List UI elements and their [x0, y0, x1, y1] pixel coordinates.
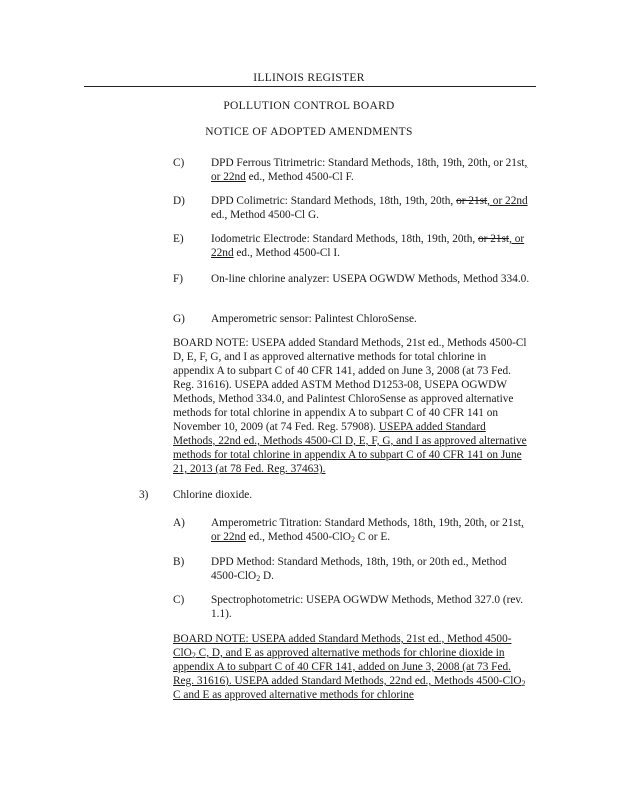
item-label: F): [173, 273, 184, 285]
item-label: A): [173, 517, 185, 529]
item-text: Amperometric Titration: Standard Methods, 18th, 19th, 20th, or 21st, or 22nd ed., Method 4500-ClO$_2$ C or E.: [211, 517, 524, 544]
section-number: 3): [139, 489, 149, 501]
header-rule: [84, 86, 536, 87]
item-text: Iodometric Electrode: Standard Methods, 18th, 19th, 20th, or 21st, or 22nd ed., Method 4500-Cl I.: [211, 233, 525, 259]
item-text: DPD Method: Standard Methods, 18th, 19th, or 20th ed., Method 4500-ClO$_2$ D.: [211, 556, 507, 583]
item-label: C): [173, 157, 185, 169]
item-label: C): [173, 594, 185, 606]
board-note-chlorine-dioxide: BOARD NOTE: USEPA added Standard Methods, 21st ed., Method 4500-ClO$_2$ C, D, and E as approved alternative methods for chlorine dioxide in appendix A to subpart C of 40 CFR 141, added on June 3, 2008 (at 73 Fed. Reg. 31616). USEPA added Standard Methods, 22nd ed., Methods 4500-ClO$_2$ C and E as approved alternative methods for chlorine: [173, 633, 526, 701]
item-text: DPD Colimetric: Standard Methods, 18th, 19th, 20th, or 21st, or 22nd ed., Method 4500-Cl G.: [211, 195, 528, 221]
item-label: D): [173, 195, 185, 207]
item-text: Amperometric sensor: Palintest ChloroSense.: [211, 313, 417, 325]
item-label: G): [173, 313, 185, 325]
board-title: POLLUTION CONTROL BOARD: [223, 100, 395, 112]
board-note-chlorine: BOARD NOTE: USEPA added Standard Methods, 21st ed., Methods 4500-Cl D, E, F, G, and I as approved alternative methods for total chlorine in appendix A to subpart C of 40 CFR 141, added on June 3, 2008 (at 73 Fed. Reg. 31616). USEPA added ASTM Method D1253-08, USEPA OGWDW Methods, Method 334.0, and Palintest ChloroSense as approved alternative methods for total chlorine in appendix A to subpart C of 40 CFR 141 on November 10, 2009 (at 74 Fed. Reg. 57908). USEPA added Standard Methods, 22nd ed., Methods 4500-Cl D, E, F, G, and I as approved alternative methods for total chlorine in appendix A to subpart C of 40 CFR 141 on June 21, 2013 (at 78 Fed. Reg. 37463).: [173, 337, 527, 475]
section-title: Chlorine dioxide.: [173, 489, 253, 501]
item-text: Spectrophotometric: USEPA OGWDW Methods, Method 327.0 (rev. 1.1).: [211, 594, 524, 620]
item-label: E): [173, 233, 184, 245]
item-label: B): [173, 556, 185, 568]
register-title: ILLINOIS REGISTER: [253, 72, 365, 84]
item-text: DPD Ferrous Titrimetric: Standard Methods, 18th, 19th, 20th, or 21st, or 22nd ed., Method 4500-Cl F.: [211, 157, 528, 183]
notice-title: NOTICE OF ADOPTED AMENDMENTS: [205, 126, 413, 138]
item-text: On-line chlorine analyzer: USEPA OGWDW Methods, Method 334.0.: [211, 273, 530, 285]
